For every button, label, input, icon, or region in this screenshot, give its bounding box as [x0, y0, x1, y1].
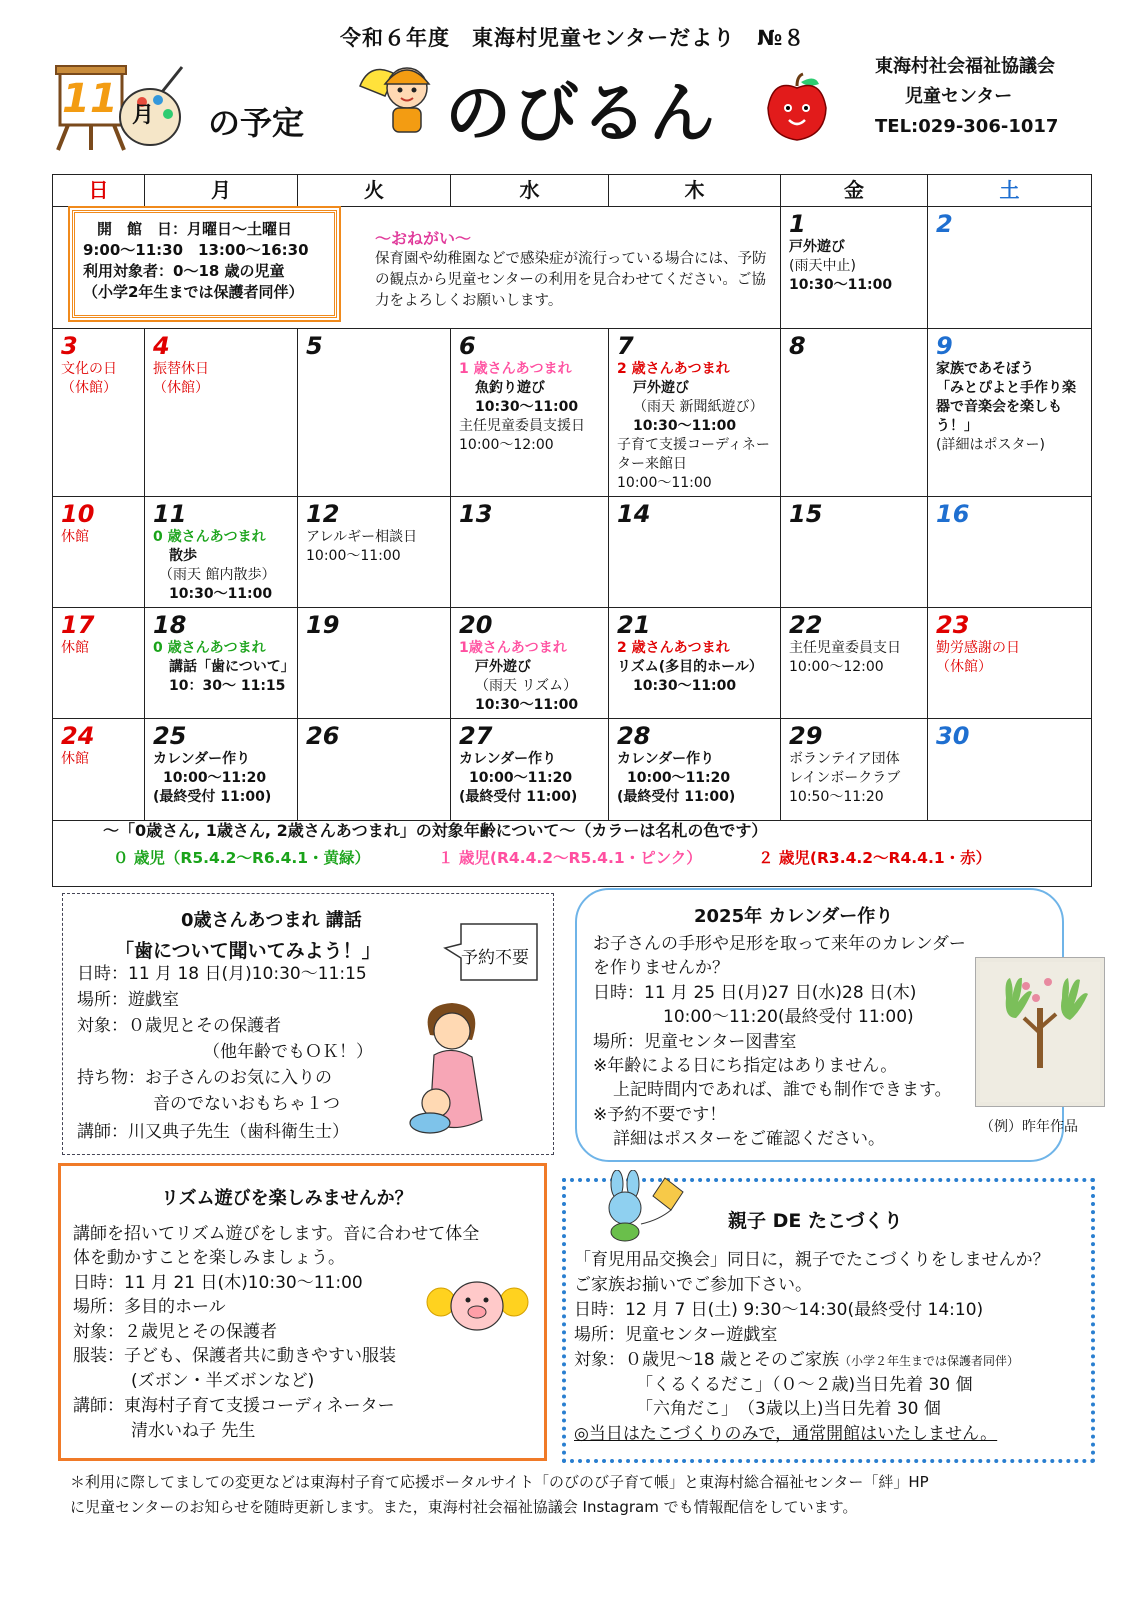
day-number: 17: [61, 611, 95, 639]
event-activity: 散歩: [169, 548, 197, 564]
day-number: 8: [789, 332, 806, 360]
photo-caption: （例）昨年作品: [980, 1119, 1078, 1135]
kite-place: 場所：児童センター遊戯室: [574, 1325, 778, 1345]
event-time: 10:30～11:00: [475, 697, 579, 713]
event-label: レインボークラブ: [789, 770, 901, 786]
weekday-thu: 木: [609, 175, 781, 207]
calendar-cell: [53, 608, 145, 719]
day-number: 19: [306, 611, 340, 639]
event-activity: 「みとぴよと手作り楽器で音楽会を楽しもう！」: [936, 380, 1076, 434]
event-note: （雨天 リズム）: [475, 678, 578, 694]
weekday-tue: 火: [298, 175, 451, 207]
footer-line: に児童センターのお知らせを随時更新します。また，東海村社会福祉協議会 Instagram でも情報配信をしています。: [70, 1498, 858, 1516]
event-label: 家族であそぼう: [936, 361, 1034, 377]
opening-days: 開 館 日：月曜日～土曜日: [97, 220, 293, 238]
calendar-cell: [298, 497, 451, 608]
calendar-cell: [53, 329, 145, 497]
event-time: 10:00～12:00: [789, 659, 884, 675]
guardian-note: （小学2年生までは保護者同伴）: [83, 283, 304, 301]
day-number: 3: [61, 332, 78, 360]
calendar-making-note: 詳細はポスターをご確認ください。: [613, 1129, 885, 1149]
event-note: （雨天 館内散歩）: [159, 567, 276, 583]
request-text: 保育園や幼稚園などで感染症が流行っている場合には、予防の観点から児童センターの利用を見合わせてください。ご協力をよろしくお願いします。: [375, 251, 767, 309]
day-number: 5: [306, 332, 323, 360]
day-number: 11: [153, 500, 187, 528]
kite-target-note: （小学２年生までは保護者同伴）: [839, 1354, 1020, 1368]
weekday-fri: 金: [781, 175, 928, 207]
age-2-note: ２ 歳児(R3.4.2～R4.4.1・赤）: [758, 849, 992, 867]
kite-type-small: 「くるくるだこ」（０～２歳)当日先着 30 個: [636, 1375, 973, 1395]
event-time: 10:30～11:00: [633, 418, 737, 434]
kite-closing-note: ◎当日はたこづくりのみで，通常開館はいたしません。: [574, 1424, 998, 1444]
event-label: 休館: [61, 529, 89, 545]
request-notice: [375, 228, 770, 312]
footer-line: ＊利用に際してましての変更などは東海村子育て応援ポータルサイト「のびのび子育て帳」と東海村総合福祉センター「絆」HP: [70, 1473, 929, 1491]
event-label: 振替休日: [153, 361, 209, 377]
event-label: アレルギー相談日: [306, 529, 418, 545]
rhythm-target: 対象：２歳児とその保護者: [73, 1322, 277, 1342]
event-note: (詳細はポスター): [936, 437, 1045, 453]
dental-target: 対象：０歳児とその保護者: [77, 1016, 281, 1036]
event-label: ボランテイア団体: [789, 751, 900, 767]
event-label: 0 歳さんあつまれ: [153, 529, 266, 545]
schedule-label: の予定: [208, 104, 305, 142]
event-note: （雨天 新聞紙遊び）: [633, 399, 764, 415]
calendar-making-date: 日時：11 月 25 日(月)27 日(水)28 日(木): [593, 983, 917, 1003]
event-time: 10:00～12:00: [459, 437, 554, 453]
calendar-cell: [928, 719, 1092, 821]
event-label: 1 歳さんあつまれ: [459, 361, 572, 377]
event-note: (最終受付 11:00): [617, 789, 736, 805]
calendar-making-title: 2025年 カレンダー作り: [694, 906, 894, 927]
day-number: 12: [306, 500, 340, 528]
event-note: (最終受付 11:00): [153, 789, 272, 805]
opening-hours: 9:00～11:30 13:00～16:30: [83, 241, 309, 259]
weekday-mon: 月: [145, 175, 298, 207]
day-number: 21: [617, 611, 651, 639]
calendar-making-time: 10:00～11:20(最終受付 11:00): [663, 1007, 914, 1027]
org-dept: 児童センター: [905, 86, 1013, 107]
event-activity: リズム(多目的ホール）: [617, 659, 763, 675]
event-note: （休館）: [61, 380, 117, 396]
event-label: 0 歳さんあつまれ: [153, 640, 266, 656]
event-time: 10:30～11:00: [169, 586, 273, 602]
weekday-sat: 土: [928, 175, 1092, 207]
calendar-making-note: ※年齢による日にち指定はありません。: [593, 1056, 898, 1076]
no-reservation-label: 予約不要: [461, 948, 529, 968]
weekday-sun: 日: [53, 175, 145, 207]
day-number: 9: [936, 332, 953, 360]
kite-title: 親子 DE たこづくり: [728, 1210, 903, 1232]
rhythm-place: 場所：多目的ホール: [73, 1297, 226, 1317]
footer-note: [70, 1470, 1080, 1520]
calendar-cell: [609, 497, 781, 608]
dental-date: 日時：11 月 18 日(月)10:30～11:15: [77, 964, 367, 984]
month-number: 11: [62, 76, 118, 122]
day-number: 1: [789, 210, 806, 238]
mother-child-illustration-icon: [400, 995, 500, 1145]
rhythm-teacher: 講師：東海村子育て支援コーディネーター: [73, 1396, 395, 1416]
calendar-cell: [928, 207, 1092, 329]
calendar-cell: [298, 719, 451, 821]
day-number: 28: [617, 722, 651, 750]
organization-block: [875, 52, 1058, 142]
request-title: ～おねがい～: [375, 229, 472, 248]
kite-target: 対象：０歳児～18 歳とそのご家族: [574, 1350, 840, 1370]
calendar-cell: [298, 608, 451, 719]
rhythm-date: 日時：11 月 21 日(木)10:30～11:00: [73, 1273, 363, 1293]
org-tel: TEL:029-306-1017: [875, 116, 1059, 137]
calendar-making-place: 場所：児童センター図書室: [593, 1032, 797, 1052]
event-time: 10:00～11:00: [617, 475, 712, 491]
calendar-cell: [53, 719, 145, 821]
calendar-cell: [53, 497, 145, 608]
day-number: 27: [459, 722, 493, 750]
dental-title: 0歳さんあつまれ 講話: [181, 910, 362, 931]
calendar-cell: [145, 497, 298, 608]
kite-desc: ご家族お揃いでご参加下さい。: [574, 1275, 812, 1295]
event-activity: 講話「歯について」: [169, 659, 295, 675]
event-label: 主任児童委員支日: [789, 640, 901, 656]
event-label: 文化の日: [61, 361, 117, 377]
day-number: 24: [61, 722, 95, 750]
day-number: 6: [459, 332, 476, 360]
calendar-cell: [451, 497, 609, 608]
dental-bring-item: 音のでないおもちゃ１つ: [153, 1094, 340, 1114]
rhythm-clothing: 服装：子ども、保護者共に動きやすい服装: [73, 1346, 396, 1366]
month-suffix: 月: [132, 103, 155, 128]
calendar-cell: [781, 207, 928, 329]
calendar-making-desc: を作りませんか？: [593, 958, 729, 978]
day-number: 10: [61, 500, 95, 528]
calendar-cell: [781, 719, 928, 821]
event-label: カレンダー作り: [617, 751, 715, 767]
day-number: 14: [617, 500, 651, 528]
age-note: [53, 812, 1090, 874]
event-time: 10:00～11:20: [469, 770, 573, 786]
org-name: 東海村社会福祉協議会: [875, 56, 1055, 77]
calendar-cell: [145, 608, 298, 719]
calendar-making-desc: お子さんの手形や足形を取って来年のカレンダー: [593, 934, 966, 954]
rhythm-clothing-note: (ズボン・半ズボンなど): [131, 1371, 315, 1391]
event-label: 休館: [61, 751, 89, 767]
handprint-photo-icon: [975, 957, 1105, 1107]
rhythm-desc: 体を動かすことを楽しみましょう。: [73, 1248, 345, 1268]
event-time: 10:00～11:20: [163, 770, 267, 786]
target-users: 利用対象者：0～18 歳の児童: [83, 262, 285, 280]
day-number: 20: [459, 611, 493, 639]
day-number: 29: [789, 722, 823, 750]
calendar-cell: [451, 719, 609, 821]
age-0-note: ０ 歳児（R5.4.2～R6.4.1・黄緑）: [113, 849, 371, 867]
event-note: (雨天中止): [789, 258, 856, 274]
weekday-wed: 水: [451, 175, 609, 207]
day-number: 4: [153, 332, 170, 360]
day-number: 22: [789, 611, 823, 639]
event-time: 10:30～11:00: [633, 678, 737, 694]
day-number: 7: [617, 332, 634, 360]
event-label: カレンダー作り: [153, 751, 251, 767]
day-number: 2: [936, 210, 953, 238]
event-time: 10:00～11:20: [627, 770, 731, 786]
event-activity: 魚釣り遊び: [475, 380, 545, 396]
issue-line: 令和６年度 東海村児童センターだより №８: [340, 26, 806, 50]
calendar-cell: [609, 719, 781, 821]
event-time: 10:00～11:00: [306, 548, 401, 564]
rhythm-title: リズム遊びを楽しみませんか？: [161, 1188, 413, 1209]
dental-target-note: （他年齢でもＯＫ！）: [203, 1042, 373, 1062]
child-mascot-icon: [355, 56, 443, 136]
dental-bring: 持ち物：お子さんのお気に入りの: [77, 1068, 332, 1088]
dental-place: 場所：遊戯室: [77, 990, 179, 1010]
event-time: 10:50～11:20: [789, 789, 884, 805]
calendar-cell: [451, 608, 609, 719]
calendar-cell: [781, 608, 928, 719]
event-label: 1歳さんあつまれ: [459, 640, 567, 656]
day-number: 18: [153, 611, 187, 639]
calendar-making-note: ※予約不要です！: [593, 1105, 727, 1125]
event-note: （休館）: [153, 380, 209, 396]
event-label: 戸外遊び: [789, 239, 845, 255]
day-number: 26: [306, 722, 340, 750]
opening-hours-box: [72, 210, 337, 318]
pig-cheer-icon: [425, 1272, 530, 1344]
newsletter-title: のびるん: [445, 75, 717, 152]
day-number: 16: [936, 500, 970, 528]
calendar-cell: [928, 329, 1092, 497]
calendar-cell: [145, 329, 298, 497]
calendar-cell: [781, 329, 928, 497]
kite-type-hexagon: 「六角だこ」 （3歳以上)当日先着 30 個: [636, 1399, 941, 1419]
event-label: 主任児童委員支援日: [459, 418, 585, 434]
kite-desc: 「育児用品交換会」同日に，親子でたこづくりをしませんか？: [574, 1250, 1050, 1270]
rhythm-desc: 講師を招いてリズム遊びをします。音に合わせて体全: [73, 1224, 480, 1244]
day-number: 25: [153, 722, 187, 750]
event-activity: 戸外遊び: [475, 659, 531, 675]
event-label: 2 歳さんあつまれ: [617, 361, 730, 377]
calendar-cell: [928, 497, 1092, 608]
event-label: 勤労感謝の日: [936, 640, 1020, 656]
calendar-making-note: 上記時間内であれば、誰でも制作できます。: [613, 1080, 952, 1100]
age-note-title: ～「0歳さん, 1歳さん, 2歳さんあつまれ」の対象年齢について～（カラーは名札の色です）: [103, 821, 768, 840]
rabbit-kite-icon: [595, 1170, 690, 1242]
event-time: 10:30～11:00: [475, 399, 579, 415]
calendar-cell: [928, 608, 1092, 719]
event-note: (最終受付 11:00): [459, 789, 578, 805]
event-activity: 戸外遊び: [633, 380, 689, 396]
event-label: 休館: [61, 640, 89, 656]
event-time: 10：30～ 11:15: [169, 678, 286, 694]
dental-subtitle: 「歯について聞いてみよう！」: [115, 940, 381, 962]
day-number: 30: [936, 722, 970, 750]
event-label: カレンダー作り: [459, 751, 557, 767]
day-number: 23: [936, 611, 970, 639]
calendar-cell: [781, 497, 928, 608]
day-number: 13: [459, 500, 493, 528]
calendar-cell: [298, 329, 451, 497]
event-note: （休館）: [936, 659, 992, 675]
day-number: 15: [789, 500, 823, 528]
calendar-cell: [145, 719, 298, 821]
calendar-cell: [609, 329, 781, 497]
age-1-note: １ 歳児(R4.4.2～R5.4.1・ピンク）: [438, 849, 702, 867]
event-label: 2 歳さんあつまれ: [617, 640, 730, 656]
event-label: 子育て支援コーディネーター来館日: [617, 437, 770, 472]
rhythm-teacher-name: 清水いね子 先生: [131, 1421, 256, 1441]
kite-date: 日時：12 月 7 日(土) 9:30～14:30(最終受付 14:10): [574, 1300, 984, 1320]
apple-mascot-icon: [763, 72, 831, 142]
calendar-cell: [451, 329, 609, 497]
event-time: 10:30～11:00: [789, 277, 893, 293]
calendar-cell: [609, 608, 781, 719]
dental-teacher: 講師：川又典子先生（歯科衛生士）: [77, 1122, 349, 1142]
